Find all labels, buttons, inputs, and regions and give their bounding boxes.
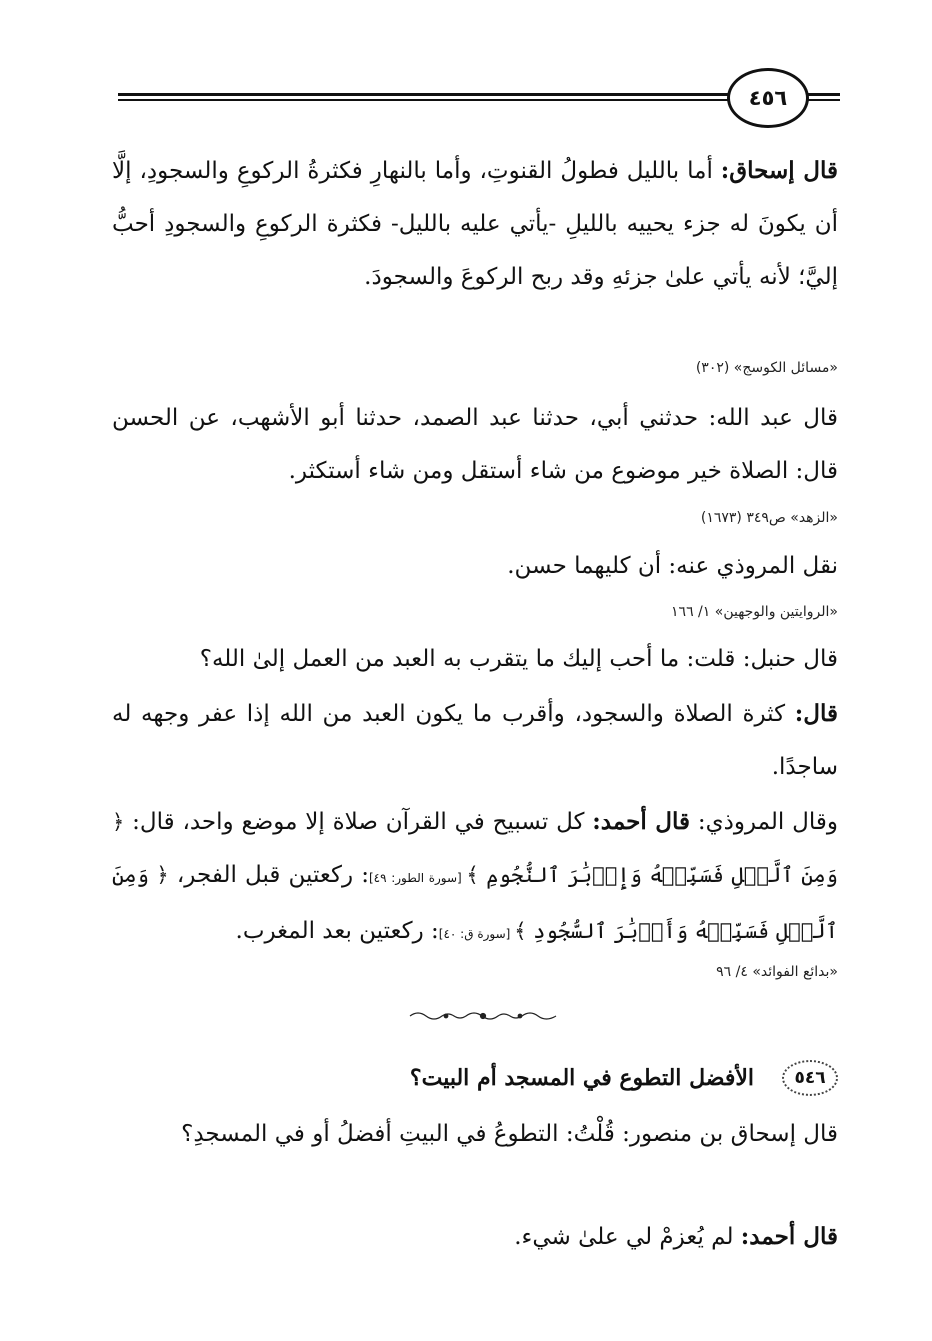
- source-citation: «الروايتين والوجهين» ١/ ١٦٦: [671, 604, 838, 620]
- paragraph-ahmad-answer: [112, 1210, 838, 1264]
- sura-reference: [سورة الطور: ٤٩]: [368, 871, 467, 885]
- chapter-heading: [410, 1060, 838, 1096]
- quran-verse: ﴿ وَمِنَ ٱلَّيۡلِ فَسَبِّحۡهُ وَأَدۡبَٰرَ ٱلسُّجُودِ ﴾: [112, 863, 838, 943]
- paragraph-text: : ركعتين قبل الفجر،: [168, 862, 369, 888]
- paragraph-answer: [112, 687, 838, 794]
- paragraph-hanbal: [112, 633, 838, 686]
- paragraph-text: قال حنبل: قلت: ما أحب إليك ما يتقرب به العبد من العمل إلىٰ الله؟: [199, 646, 838, 672]
- paragraph-text: نقل المروذي عنه: أن كليهما حسن.: [507, 553, 838, 579]
- paragraph-text: : ركعتين بعد المغرب.: [235, 918, 439, 944]
- ornament-divider: [408, 1010, 558, 1022]
- speaker-label: قال أحمد:: [592, 808, 690, 835]
- paragraph-ishaq-question: [112, 1108, 838, 1161]
- paragraph-text: قال إسحاق بن منصور: قُلْتُ: التطوعُ في البيتِ أفضلُ أو في المسجدِ؟: [181, 1121, 838, 1147]
- paragraph-ishaq: [112, 144, 838, 304]
- speaker-label: قال أحمد:: [740, 1223, 838, 1250]
- chapter-number-badge: [782, 1060, 838, 1096]
- header-rule-right-thin: [806, 99, 840, 101]
- sura-reference: [سورة ق: ٤٠]: [438, 927, 515, 941]
- source-citation: «بدائع الفوائد» ٤/ ٩٦: [716, 964, 838, 980]
- paragraph-abdullah: [112, 392, 838, 498]
- header-rule-thin: [118, 99, 730, 101]
- chapter-title: الأفضل التطوع في المسجد أم البيت؟: [409, 1065, 754, 1091]
- header-rule-right: [806, 93, 840, 96]
- paragraph-text: كل تسبيح في القرآن صلاة إلا موضع واحد، قال:: [124, 809, 593, 835]
- speaker-label: قال:: [794, 700, 838, 727]
- paragraph-text: أما بالليل فطولُ القنوتِ، وأما بالنهارِ فكثرةُ الركوعِ والسجودِ، إلَّا أن يكونَ له جزء يحييه بالليلِ -يأتي عليه بالليل- فكثرة الركوعِ والسجودِ أحبُّ إليَّ؛ لأنه يأتي علىٰ جزئهِ وقد ربح الركوعَ والسجودَ.: [112, 158, 838, 290]
- header-rule: [118, 93, 730, 96]
- intro-text: وقال المروذي:: [690, 809, 838, 835]
- paragraph-tasbih: [112, 795, 838, 961]
- page-number-badge: [727, 68, 809, 128]
- paragraph-text: قال عبد الله: حدثني أبي، حدثنا عبد الصمد، حدثنا أبو الأشهب، عن الحسن قال: الصلاة خير موضوع من شاء أستقل ومن شاء أستكثر.: [112, 405, 838, 484]
- page-number: ٤٥٦: [748, 86, 788, 110]
- paragraph-text: لم يُعزمْ لي علىٰ شيء.: [514, 1224, 741, 1250]
- source-citation: «مسائل الكوسج» (٣٠٢): [695, 360, 838, 376]
- quran-verse: ﴿ وَمِنَ ٱلَّيۡلِ فَسَبِّحۡهُ وَإِدۡبَٰرَ ٱلنُّجُومِ ﴾: [112, 810, 838, 887]
- source-citation: «الزهد» ص٣٤٩ (١٦٧٣): [700, 510, 838, 526]
- chapter-number: ٥٤٦: [794, 1068, 826, 1088]
- paragraph-text: كثرة الصلاة والسجود، وأقرب ما يكون العبد من الله إذا عفر وجهه له ساجدًا.: [112, 701, 838, 780]
- paragraph-marwazi: [112, 540, 838, 593]
- speaker-label: قال إسحاق:: [720, 157, 839, 184]
